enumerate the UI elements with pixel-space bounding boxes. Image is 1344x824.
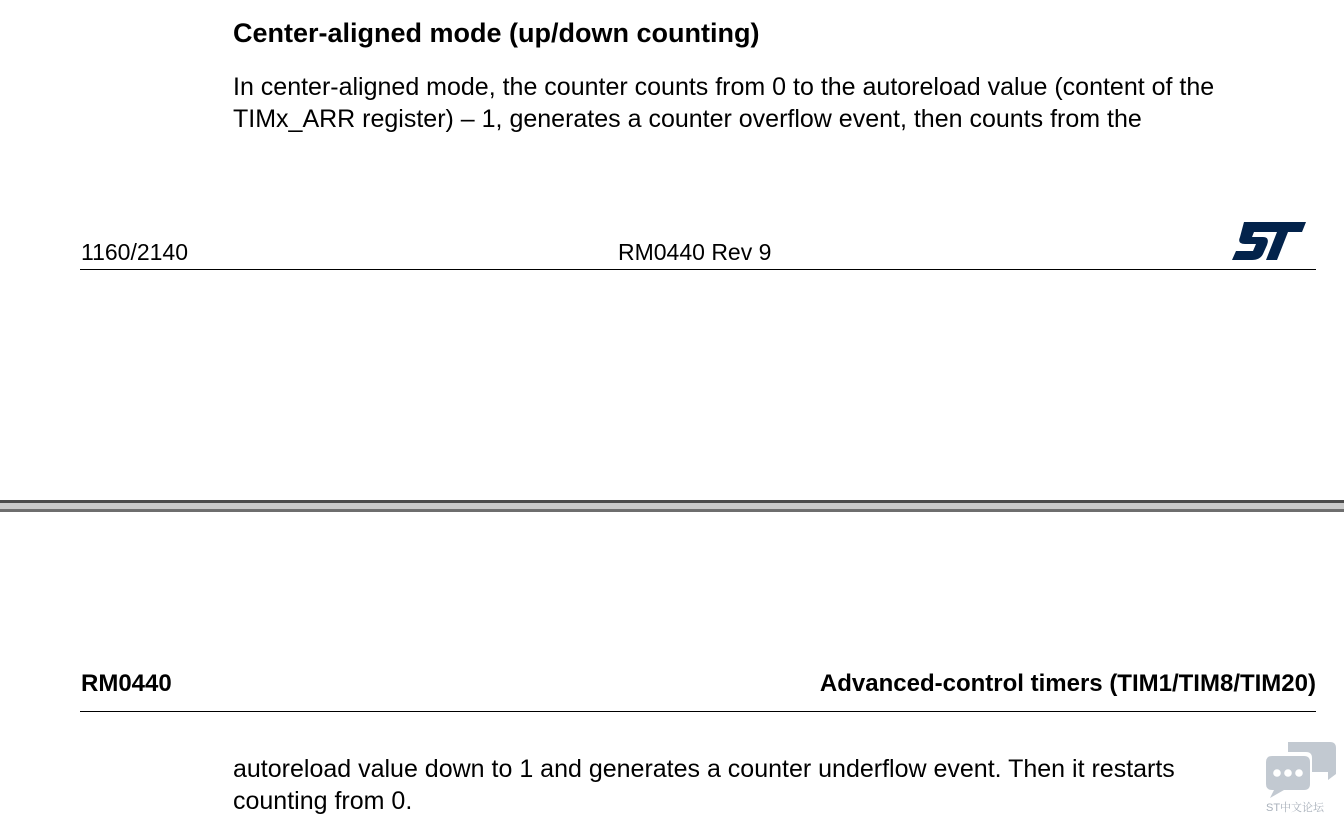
page-number: 1160/2140 <box>81 239 189 265</box>
forum-label: ST中文论坛 <box>1266 802 1325 814</box>
paragraph-upper <box>233 71 1214 135</box>
paragraph-line: TIMx_ARR register) – 1, generates a counter overflow event, then counts from the <box>233 105 1142 133</box>
page-header <box>80 666 1316 712</box>
page-separator <box>0 500 1344 512</box>
document-id: RM0440 <box>81 670 172 697</box>
paragraph-line: counting from 0. <box>233 787 413 815</box>
st-logo-icon <box>1230 220 1308 262</box>
section-heading: Center-aligned mode (up/down counting) <box>233 18 760 48</box>
page-footer <box>80 216 1316 270</box>
paragraph-lower <box>233 753 1175 817</box>
document-revision: RM0440 Rev 9 <box>618 239 772 265</box>
paragraph-line: autoreload value down to 1 and generates a counter underflow event. Then it restarts <box>233 755 1175 783</box>
chat-bubbles-icon <box>1264 738 1338 800</box>
paragraph-line: In center-aligned mode, the counter counts from 0 to the autoreload value (content of the <box>233 73 1215 101</box>
st-forum-button[interactable] <box>1262 738 1340 820</box>
chapter-title: Advanced-control timers (TIM1/TIM8/TIM20) <box>819 670 1316 697</box>
